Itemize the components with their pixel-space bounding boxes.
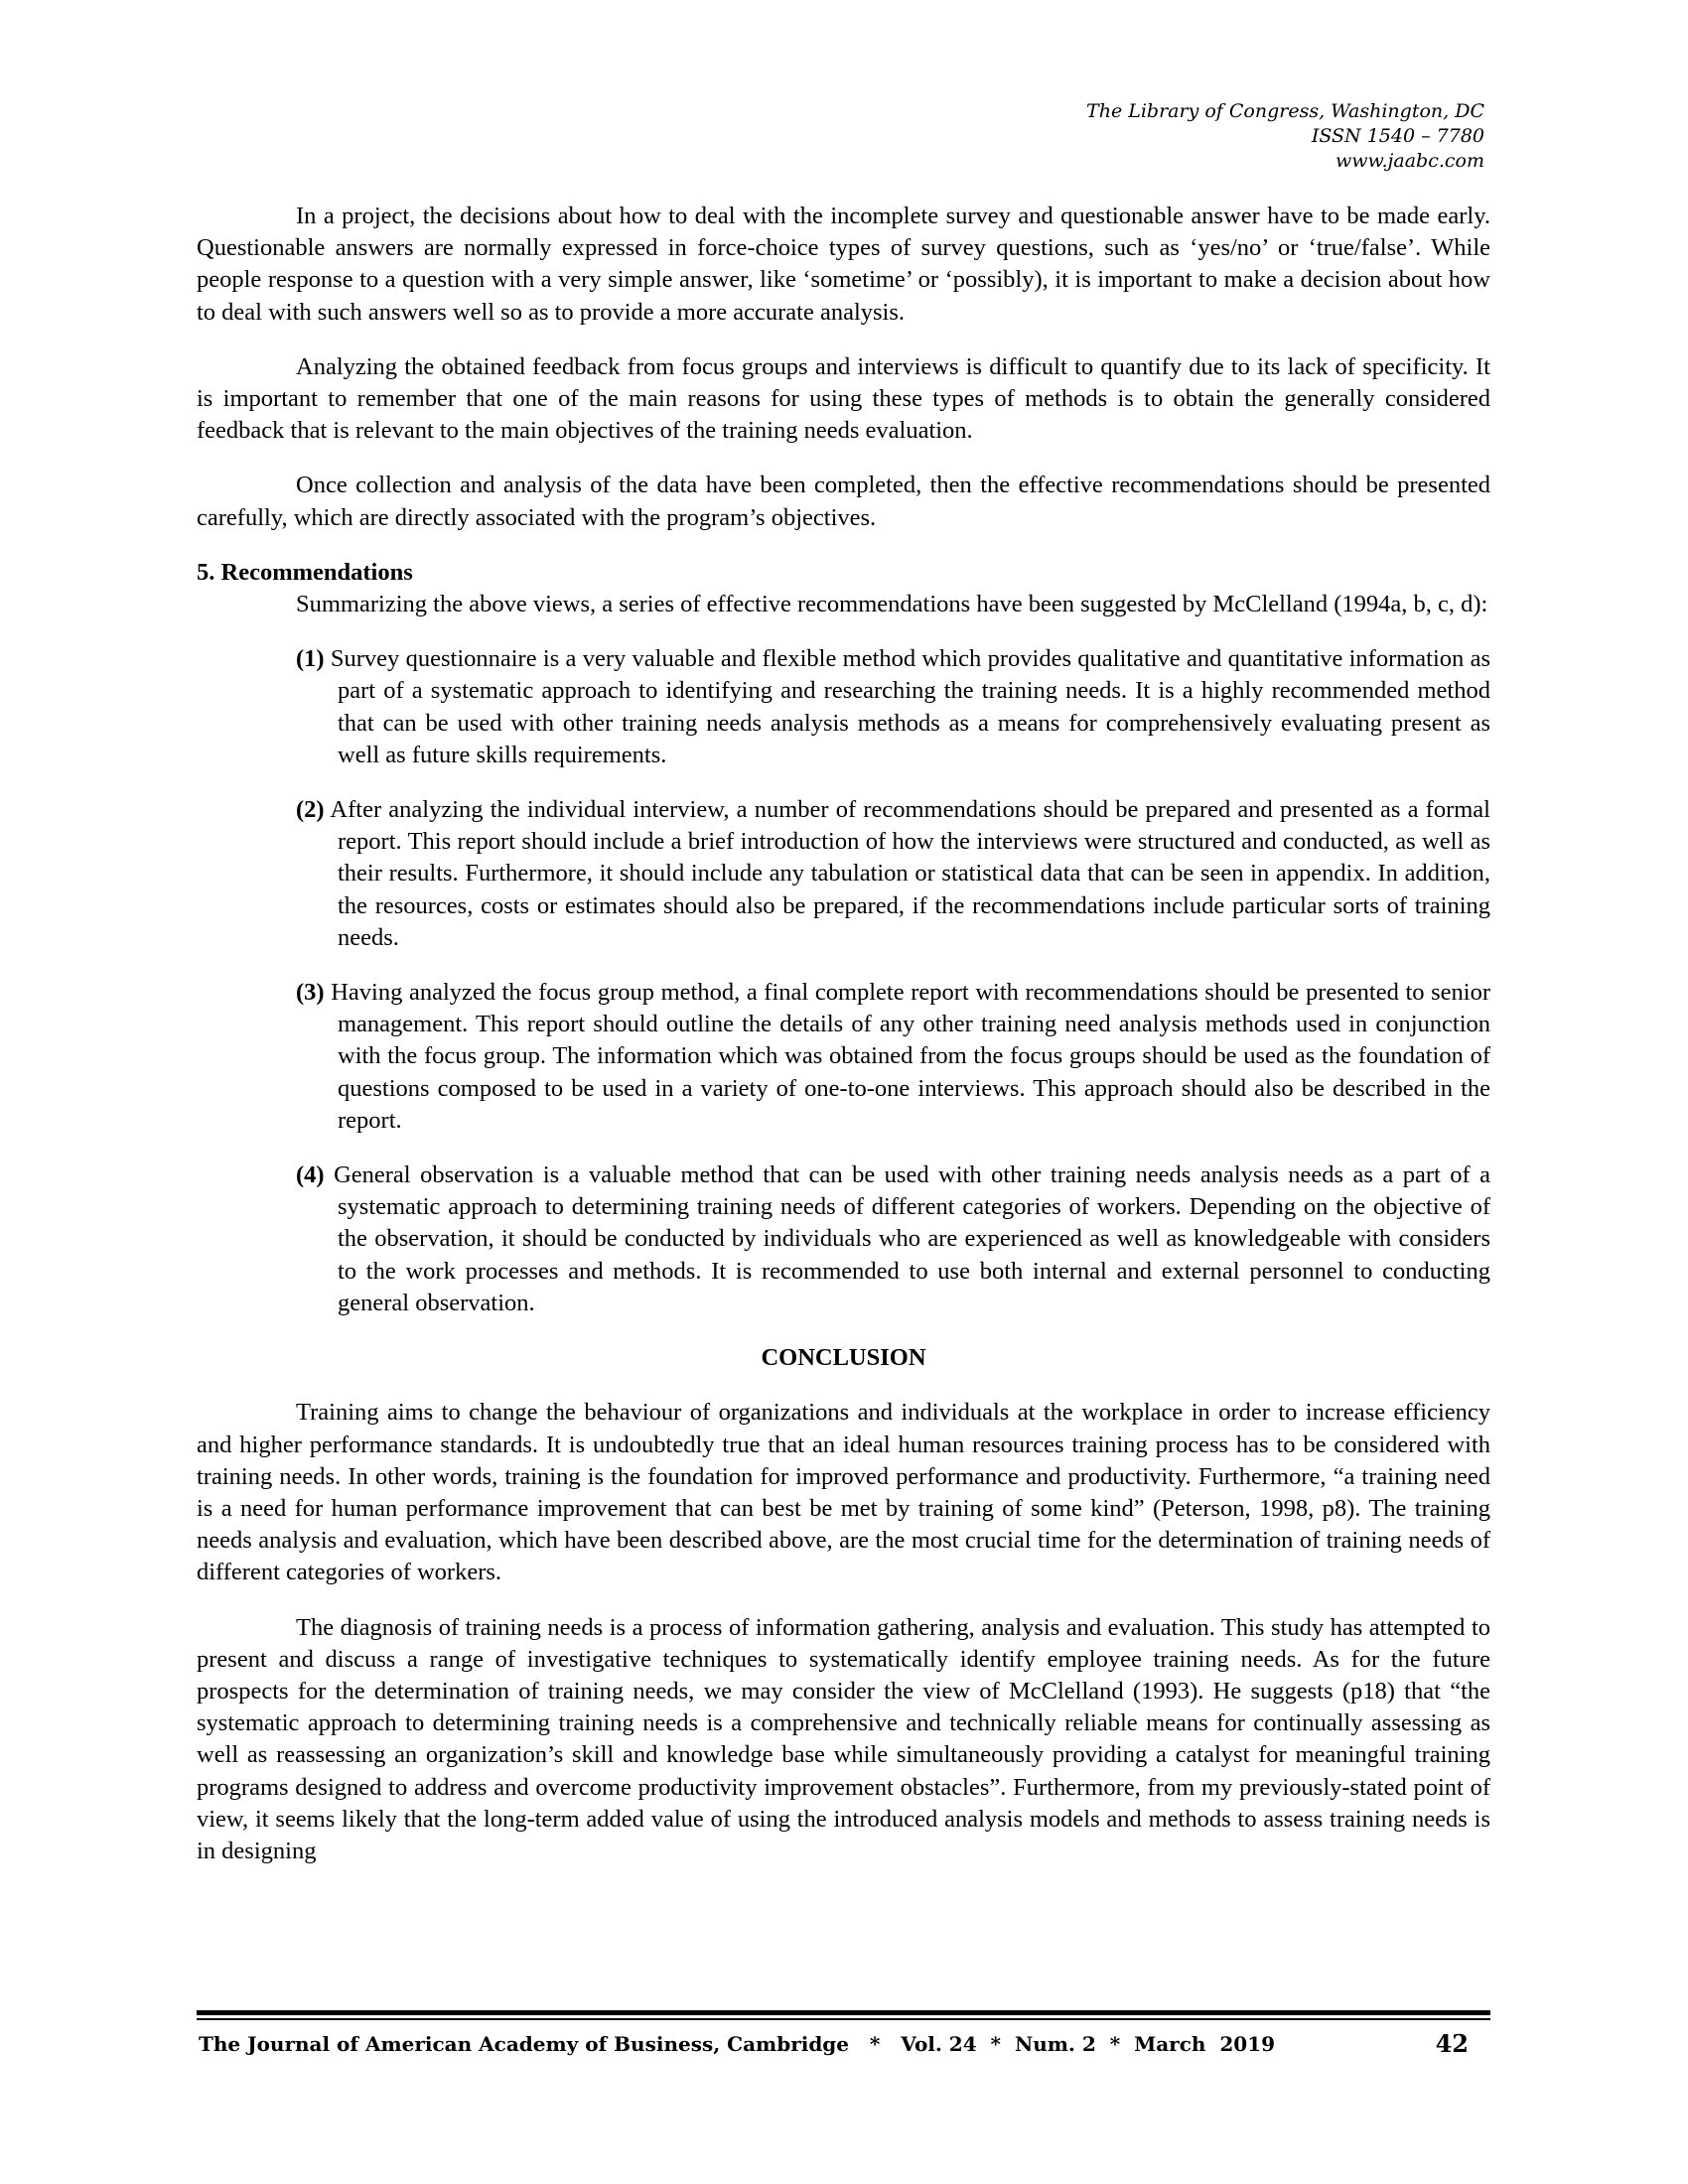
recommendation-item xyxy=(197,794,1490,954)
page-body xyxy=(197,201,1490,1890)
recommendation-number: (1) xyxy=(296,645,325,673)
page-number: 42 xyxy=(1435,2029,1469,2058)
recommendation-text: Survey questionnaire is a very valuable and flexible method which provides qualitative and quantitative information as part of a systematic approach to identifying and researching the training needs. It is a highly recommended method that can be used with other training needs analysis methods as a means for comprehensively evaluating present as well as future skills requirements. xyxy=(330,645,1491,768)
running-header xyxy=(1086,99,1484,174)
header-issn: ISSN 1540 – 7780 xyxy=(1311,125,1484,147)
footer-rule-thick xyxy=(197,2010,1490,2015)
footer-rule-thin xyxy=(197,2018,1490,2020)
section-heading-recommendations: 5. Recommendations xyxy=(197,558,413,586)
body-paragraph: Analyzing the obtained feedback from focus groups and interviews is difficult to quantify due to its lack of specificity. It is important to remember that one of the main reasons for using these types of methods is to obtain the generally considered feedback that is relevant to the main objectives of the training needs evaluation. xyxy=(197,352,1490,445)
recommendation-text: Having analyzed the focus group method, a final complete report with recommendations should be presented to senior management. This report should outline the details of any other training need analysis methods used in conjunction with the focus group. The information which was obtained from the focus groups should be used as the foundation of questions composed to be used in a variety of one-to-one interviews. This approach should also be described in the report. xyxy=(331,979,1491,1134)
conclusion-paragraph: Training aims to change the behaviour of organizations and individuals at the workplace in order to increase efficiency and higher performance standards. It is undoubtedly true that an ideal human resources training process has to be considered with training needs. In other words, training is the foundation for improved performance and productivity. Furthermore, “a training need is a need for human performance improvement that can best be met by training of some kind” (Peterson, 1998, p8). The training needs analysis and evaluation, which have been described above, are the most crucial time for the determination of training needs of different categories of workers. xyxy=(197,1399,1490,1586)
body-paragraph: In a project, the decisions about how to deal with the incomplete survey and questionable answer have to be made early. Questionable answers are normally expressed in force-choice types of survey questions, such as ‘yes/no’ or ‘true/false’. While people response to a question with a very simple answer, like ‘sometime’ or ‘possibly), it is important to make a decision about how to deal with such answers well so as to provide a more accurate analysis. xyxy=(197,203,1490,326)
recommendation-item xyxy=(197,977,1490,1137)
running-footer xyxy=(197,2027,1490,2061)
header-website: www.jaabc.com xyxy=(1335,150,1484,172)
recommendation-number: (2) xyxy=(296,796,325,824)
recommendation-item xyxy=(197,1160,1490,1319)
recommendation-number: (4) xyxy=(296,1161,325,1189)
recommendation-item xyxy=(197,643,1490,771)
recommendation-number: (3) xyxy=(296,979,325,1007)
body-paragraph: Once collection and analysis of the data have been completed, then the effective recommendations should be presented carefully, which are directly associated with the program’s objectives. xyxy=(197,472,1490,531)
header-library: The Library of Congress, Washington, DC xyxy=(1086,100,1484,122)
recommendation-text: After analyzing the individual interview, a number of recommendations should be prepared and presented as a formal report. This report should include a brief introduction of how the interviews were structured and conducted, as well as their results. Furthermore, it should include any tabulation or statistical data that can be seen in appendix. In addition, the resources, costs or estimates should also be prepared, if the recommendations include particular sorts of training needs. xyxy=(330,796,1490,951)
section-heading-conclusion: CONCLUSION xyxy=(761,1344,926,1372)
recommendations-list xyxy=(197,643,1490,1319)
recommendation-text: General observation is a valuable method that can be used with other training needs analysis needs as a part of a systematic approach to determining training needs of different categories of workers. Depending on the objective of the observation, it should be conducted by individuals who are experienced as well as knowledgeable with considers to the work processes and methods. It is recommended to use both internal and external personnel to conducting general observation. xyxy=(334,1161,1491,1316)
conclusion-paragraph: The diagnosis of training needs is a process of information gathering, analysis and evaluation. This study has attempted to present and discuss a range of investigative techniques to systematically identify employee training needs. As for the future prospects for the determination of training needs, we may consider the view of McClelland (1993). He suggests (p18) that “the systematic approach to determining training needs is a comprehensive and technically reliable means for continually assessing as well as reassessing an organization’s skill and knowledge base while simultaneously providing a catalyst for meaningful training programs designed to address and overcome productivity improvement obstacles”. Furthermore, from my previously-stated point of view, it seems likely that the long-term added value of using the introduced analysis models and methods to assess training needs is in designing xyxy=(197,1613,1490,1864)
footer-journal-citation: The Journal of American Academy of Business, Cambridge * Vol. 24 * Num. 2 * March 2019 xyxy=(199,2032,1276,2056)
recommendations-intro: Summarizing the above views, a series of effective recommendations have been suggested by McClelland (1994a, b, c, d): xyxy=(296,591,1488,618)
